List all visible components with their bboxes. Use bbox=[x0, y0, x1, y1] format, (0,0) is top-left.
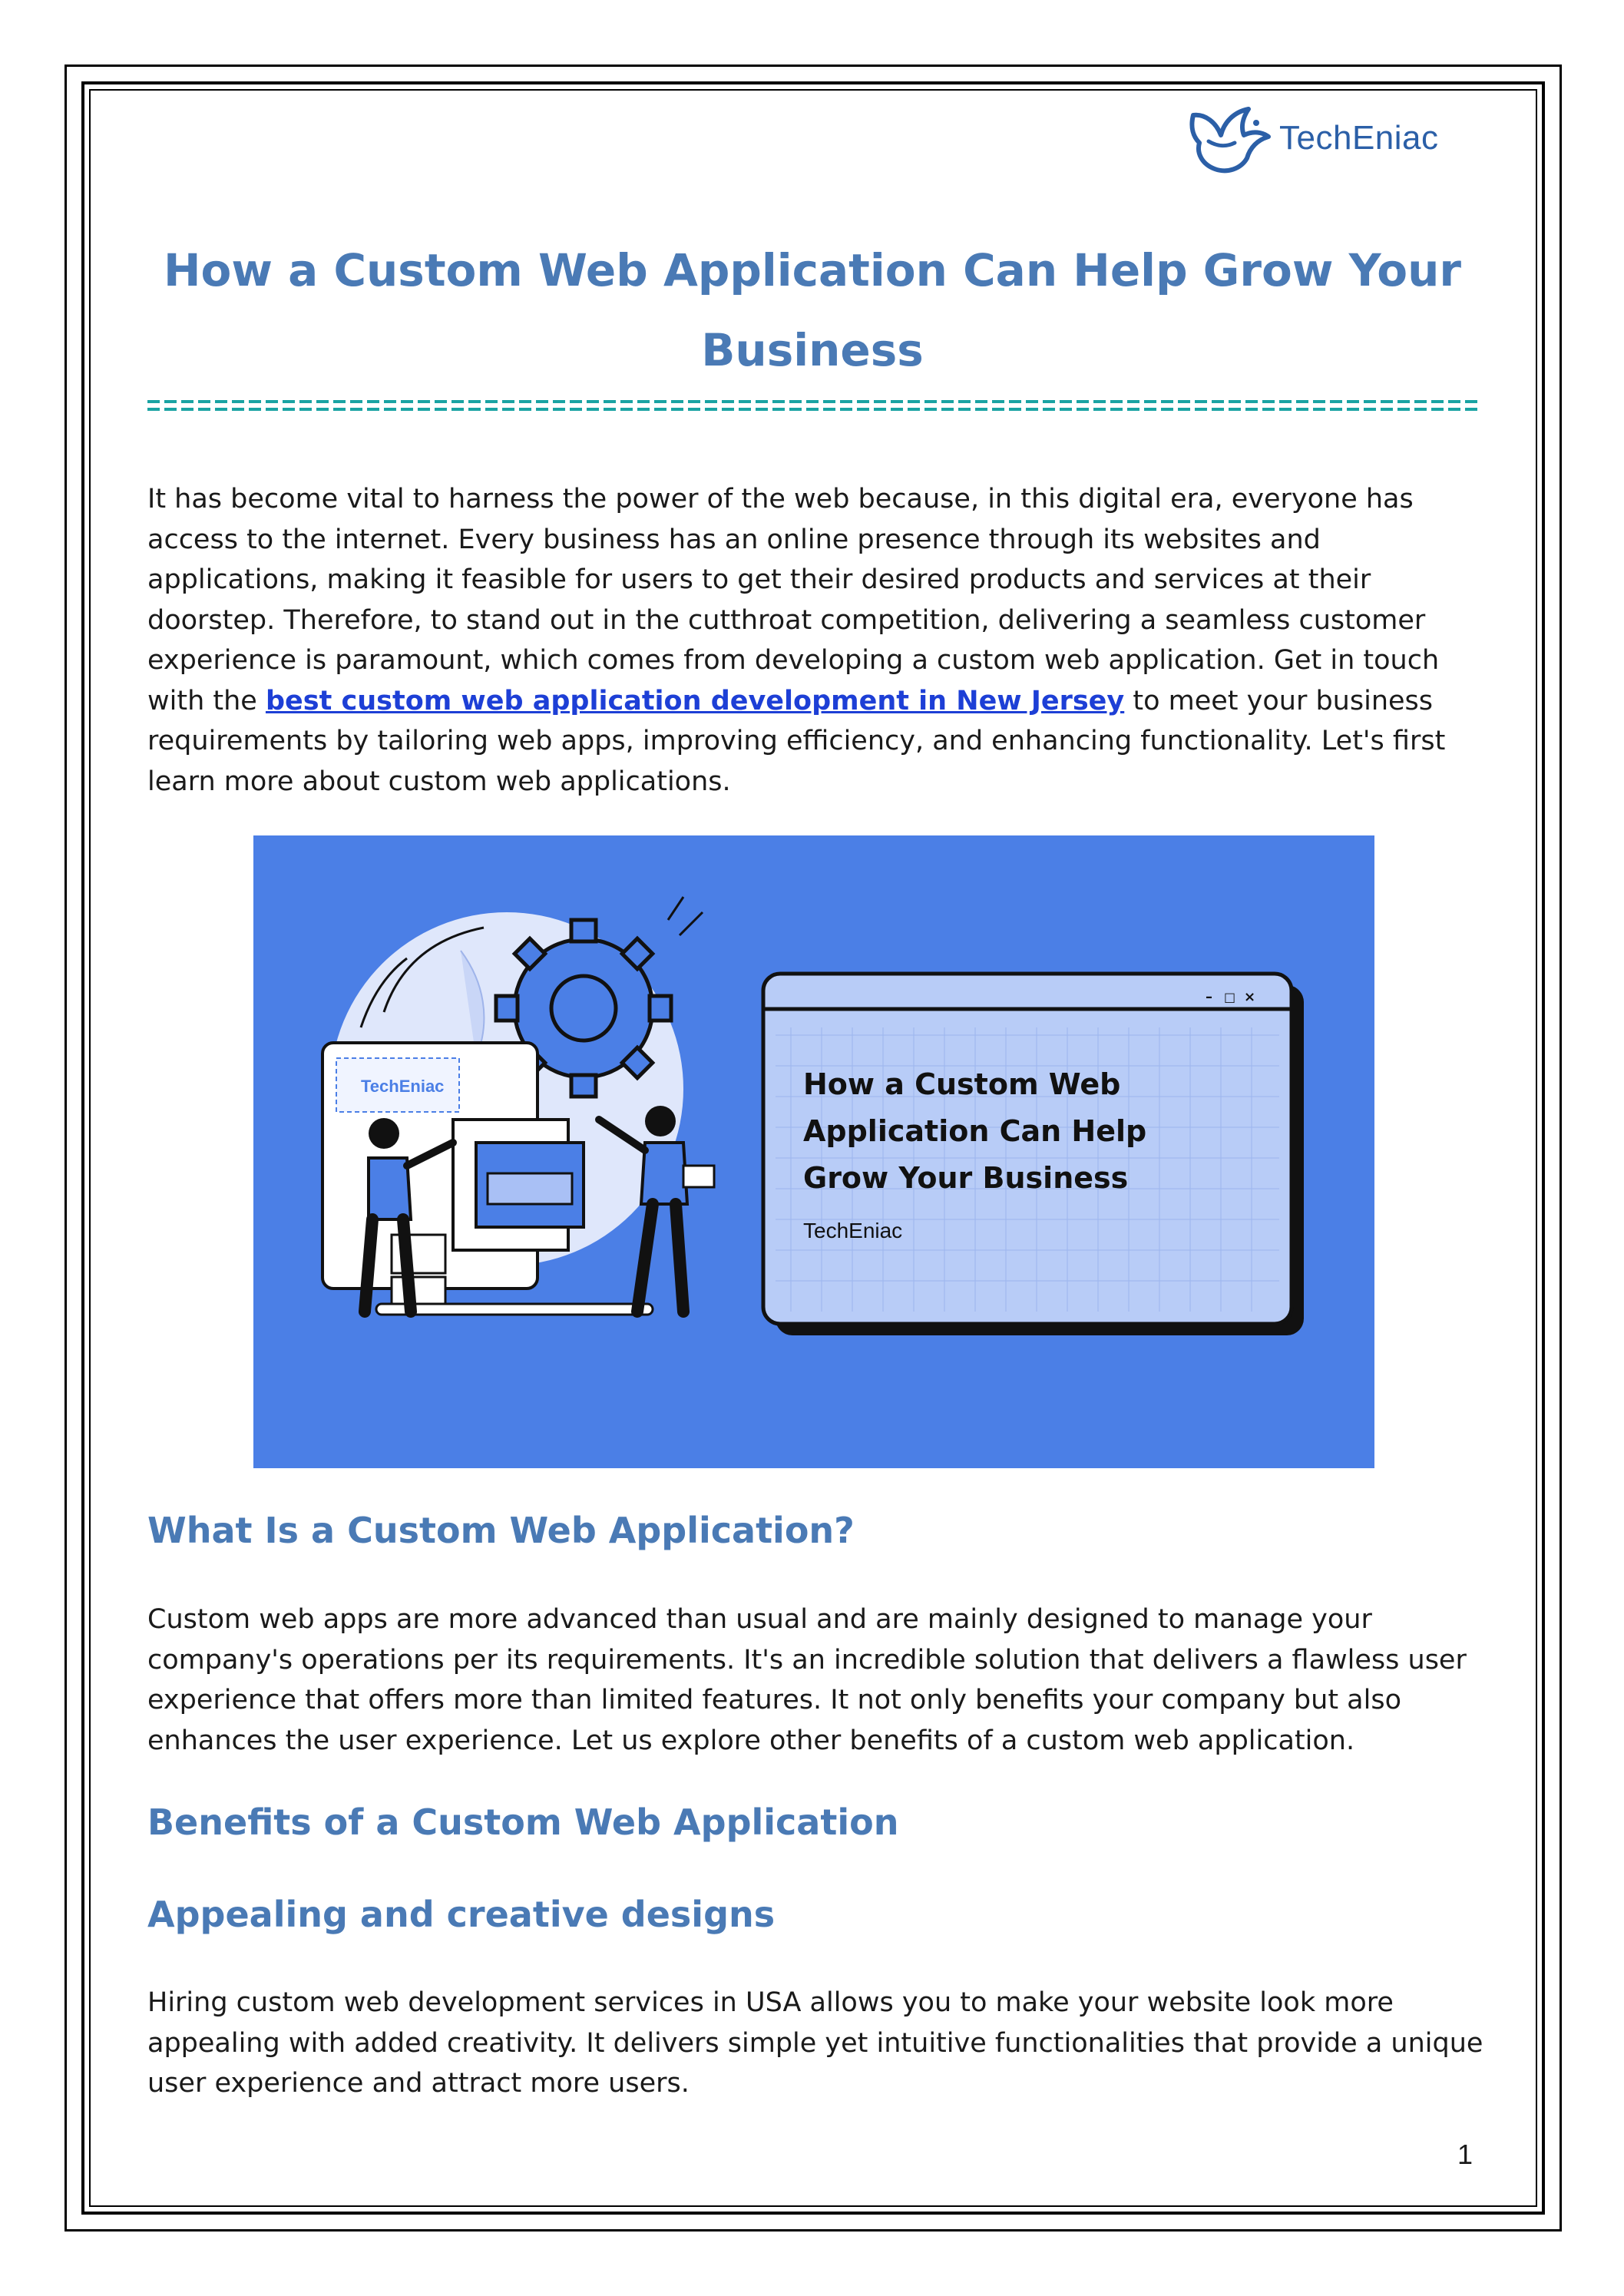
page-number: 1 bbox=[1457, 2139, 1474, 2170]
custom-web-app-link[interactable]: best custom web application development in New Jersey bbox=[265, 685, 1125, 716]
app-window bbox=[763, 974, 1304, 1335]
section-body-what-is: Custom web apps are more advanced than usual and are mainly designed to manage your company's operations per its requirements. It's an incredible solution that delivers a flawless user experience that offers more than limited features. It not only benefits your company but also enhances the user experience. Let us explore other benefits of a custom web application. bbox=[147, 1604, 1467, 1756]
window-title-line-1: How a Custom Web bbox=[803, 1067, 1121, 1101]
section-heading-benefits: Benefits of a Custom Web Application bbox=[147, 1801, 899, 1843]
maximize-icon: □ bbox=[1224, 990, 1236, 1004]
section-heading-appealing: Appealing and creative designs bbox=[147, 1894, 776, 1935]
browser-brand-label: TechEniac bbox=[361, 1077, 445, 1096]
page-title: How a Custom Web Application Can Help Grow Your Business bbox=[163, 244, 1462, 376]
intro-paragraph: It has become vital to harness the power of the web because, in this digital era, everyone has access to the internet. Every business has an online presence through its websites and applications, making it feasible for users to get their desired products and services at their doorstep. Therefore, to stand out in the cutthroat competition, delivering a seamless customer experience is paramount, which comes from developing a custom web application. Get in touch with the best custom web application development in New Jersey to meet your business requirements by tailoring web apps, improving efficiency, and enhancing functionality. Let's first learn more about custom web applications. bbox=[147, 484, 1446, 797]
close-icon: × bbox=[1244, 989, 1256, 1005]
brand-logo bbox=[1182, 100, 1439, 177]
window-title-line-2: Application Can Help bbox=[803, 1114, 1147, 1148]
bird-icon bbox=[1182, 100, 1275, 177]
section-heading-what-is: What Is a Custom Web Application? bbox=[147, 1510, 855, 1551]
brand-name: TechEniac bbox=[1279, 119, 1439, 157]
hero-illustration bbox=[253, 835, 1374, 1468]
window-title-line-3: Grow Your Business bbox=[803, 1161, 1129, 1195]
title-divider bbox=[146, 395, 1479, 419]
hero-graphic bbox=[253, 835, 1374, 1468]
minimize-icon: – bbox=[1206, 989, 1212, 1005]
section-body-appealing: Hiring custom web development services in USA allows you to make your website look more appealing with added creativity. It delivers simple yet intuitive functionalities that provide a unique user experience and attract more users. bbox=[147, 1987, 1483, 2099]
window-brand: TechEniac bbox=[803, 1219, 903, 1242]
